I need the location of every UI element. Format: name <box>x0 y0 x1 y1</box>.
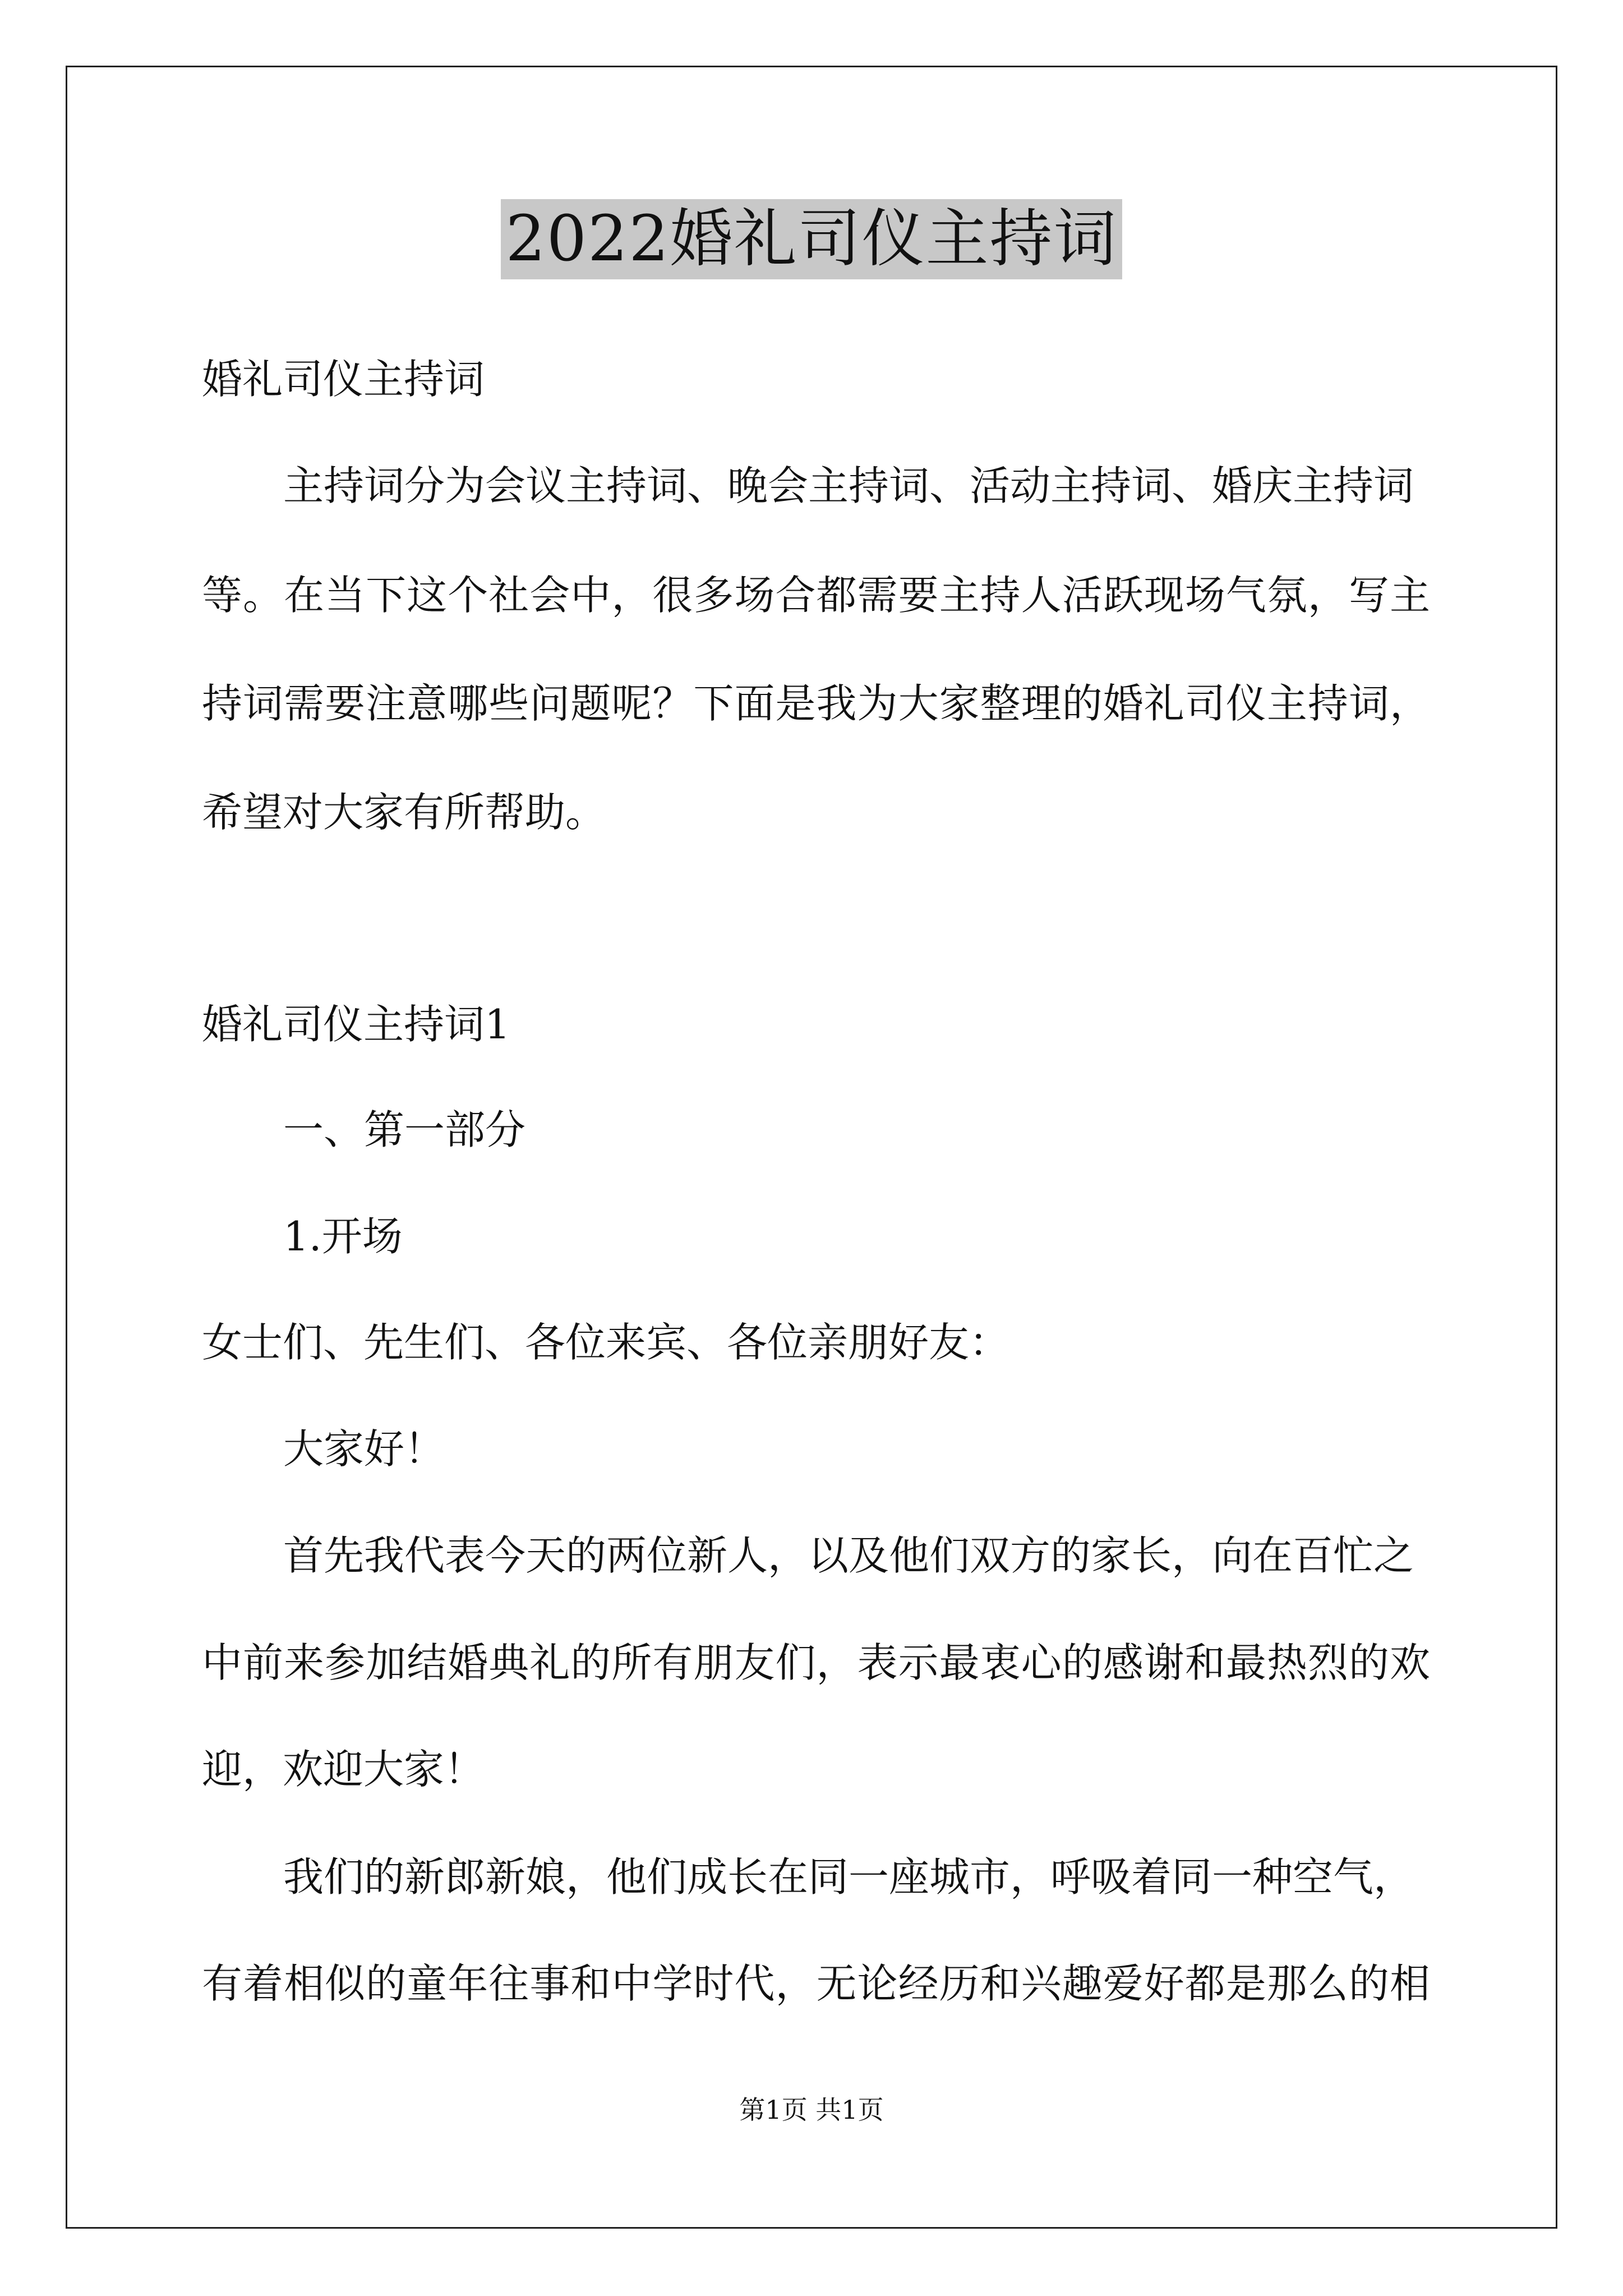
subsection-heading: 1.开场 <box>283 1213 403 1260</box>
paragraph-line: 希望对大家有所帮助。 <box>202 789 606 836</box>
part-heading: 一、第一部分 <box>283 1106 526 1153</box>
paragraph-line: 迎，欢迎大家！ <box>202 1746 485 1793</box>
paragraph-line: 持词需要注意哪些问题呢？下面是我为大家整理的婚礼司仪主持词， <box>202 680 1430 727</box>
document-title: 2022婚礼司仪主持词 <box>501 199 1122 279</box>
section-heading: 婚礼司仪主持词1 <box>202 1001 510 1048</box>
paragraph-line: 中前来参加结婚典礼的所有朋友们，表示最衷心的感谢和最热烈的欢 <box>202 1639 1430 1686</box>
paragraph-line: 主持词分为会议主持词、晚会主持词、活动主持词、婚庆主持词 <box>283 462 1414 509</box>
document-title-wrapper <box>0 199 1623 279</box>
paragraph-line: 有着相似的童年往事和中学时代，无论经历和兴趣爱好都是那么的相 <box>202 1960 1430 2007</box>
paragraph-line: 我们的新郎新娘，他们成长在同一座城市，呼吸着同一种空气， <box>283 1853 1414 1901</box>
subtitle: 婚礼司仪主持词 <box>202 356 485 403</box>
paragraph-line: 等。在当下这个社会中，很多场合都需要主持人活跃现场气氛，写主 <box>202 572 1430 619</box>
salutation: 女士们、先生们、各位来宾、各位亲朋好友： <box>202 1319 1010 1366</box>
page-footer: 第1页 共1页 <box>739 2095 884 2125</box>
greeting: 大家好！ <box>283 1425 445 1473</box>
paragraph-line: 首先我代表今天的两位新人，以及他们双方的家长，向在百忙之 <box>283 1532 1414 1579</box>
